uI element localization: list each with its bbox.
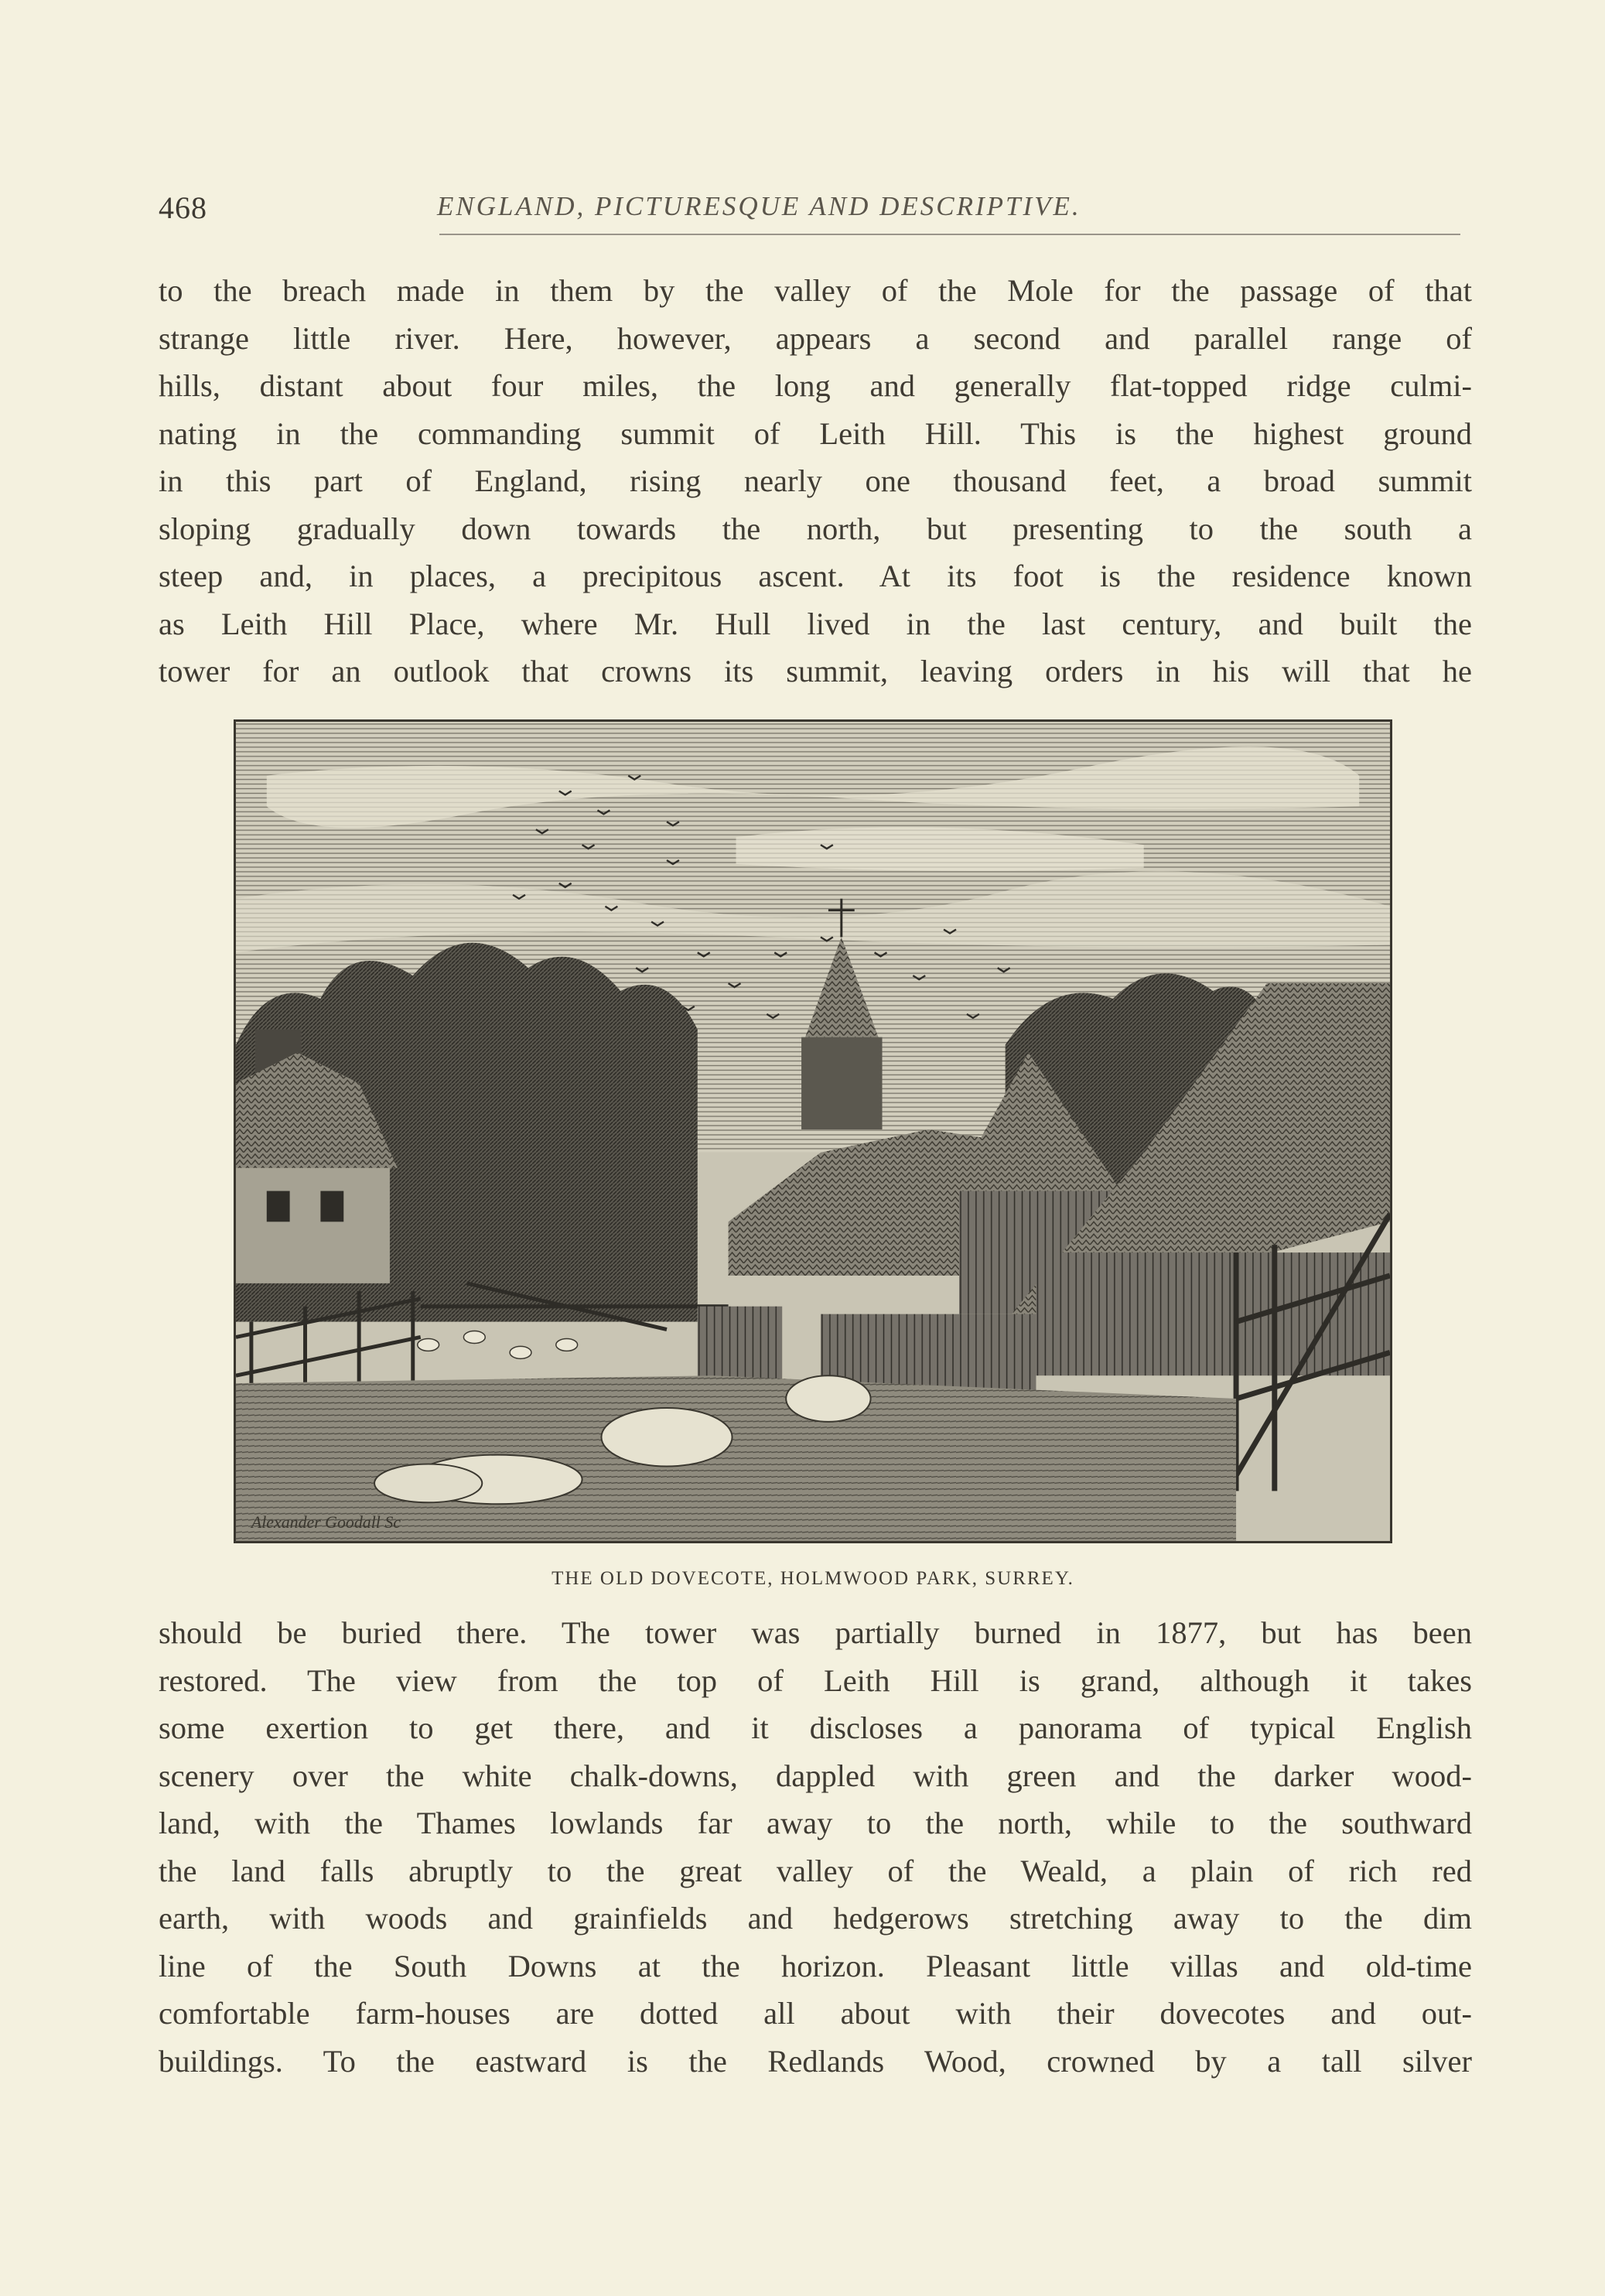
header-rule <box>439 234 1460 235</box>
text-line: restored. The view from the top of Leith Hill is grand, although it takes <box>159 1662 1472 1698</box>
ducks <box>418 1331 578 1359</box>
text-line: to the breach made in them by the valley of the Mole for the passage of that <box>159 273 1472 308</box>
pig <box>786 1375 870 1422</box>
text-line: earth, with woods and grainfields and hedgerows stretching away to the dim <box>159 1901 1472 1936</box>
text-line: hills, distant about four miles, the long and generally flat-topped ridge culmi- <box>159 368 1472 403</box>
text-line: steep and, in places, a precipitous ascent. At its foot is the residence known <box>159 559 1472 593</box>
text-line: as Leith Hill Place, where Mr. Hull lived in the last century, and built the <box>159 606 1472 641</box>
engraving-illustration <box>236 722 1390 1541</box>
page-number: 468 <box>159 190 207 225</box>
text-line: should be buried there. The tower was partially burned in 1877, but has been <box>159 1615 1472 1650</box>
text-line: comfortable farm-houses are dotted all about with their dovecotes and out- <box>159 1996 1472 2031</box>
engraver-signature: Alexander Goodall Sc <box>251 1513 401 1532</box>
paragraph-top <box>159 267 1472 695</box>
text-line: nating in the commanding summit of Leith Hill. This is the highest ground <box>159 415 1472 451</box>
text-line: some exertion to get there, and it discloses a panorama of typical English <box>159 1710 1472 1745</box>
text-line: line of the South Downs at the horizon. Pleasant little villas and old-time <box>159 1948 1472 1983</box>
pig <box>374 1464 482 1503</box>
dovecote-turret <box>801 1037 882 1129</box>
house-window <box>267 1191 290 1222</box>
text-line: sloping gradually down towards the north, but presenting to the south a <box>159 511 1472 546</box>
pig <box>601 1408 732 1467</box>
figure-caption: THE OLD DOVECOTE, HOLMWOOD PARK, SURREY. <box>552 1568 1074 1589</box>
text-line: buildings. To the eastward is the Redlands Wood, crowned by a tall silver <box>159 2043 1472 2079</box>
text-line: in this part of England, rising nearly one thousand feet, a broad summit <box>159 463 1472 498</box>
paragraph-bottom <box>159 1609 1472 2085</box>
shed-wall <box>1036 1252 1390 1375</box>
running-title: ENGLAND, PICTURESQUE AND DESCRIPTIVE. <box>437 191 1081 221</box>
page-header <box>159 190 1466 236</box>
text-line: land, with the Thames lowlands far away to the north, while to the southward <box>159 1806 1472 1840</box>
text-line: tower for an outlook that crowns its summit, leaving orders in his will that he <box>159 654 1472 688</box>
engraving-old-dovecote <box>234 719 1392 1543</box>
text-line: scenery over the white chalk-downs, dappled with green and the darker wood- <box>159 1758 1472 1793</box>
text-line: the land falls abruptly to the great valley of the Weald, a plain of rich red <box>159 1853 1472 1888</box>
house-window <box>320 1191 343 1222</box>
house-wall <box>236 1168 390 1283</box>
text-line: strange little river. Here, however, appears a second and parallel range of <box>159 320 1472 356</box>
